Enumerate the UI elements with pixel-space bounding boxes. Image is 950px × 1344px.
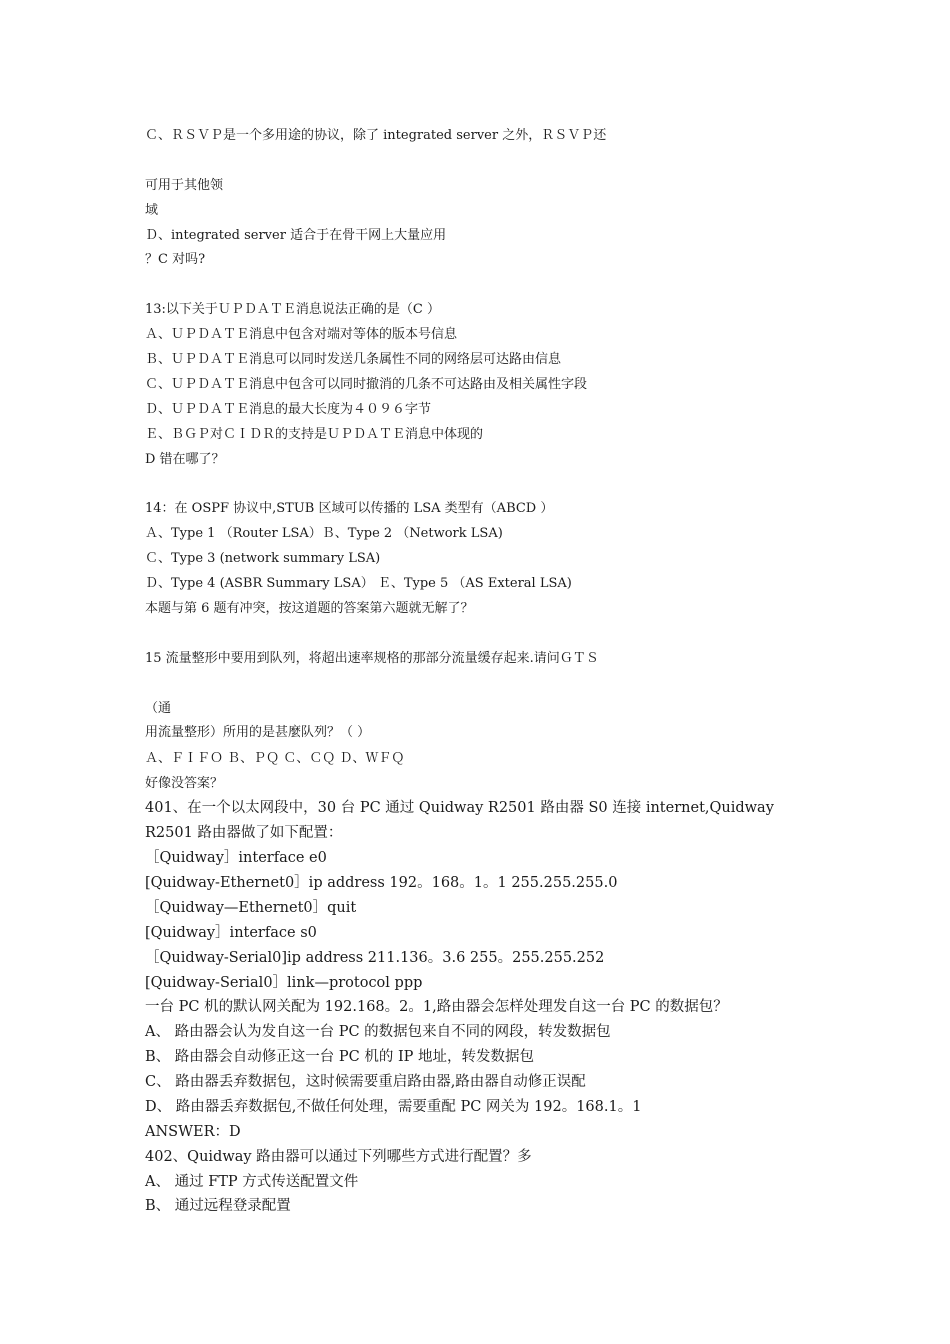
text-line: B、 通过远程登录配置 <box>145 1198 291 1214</box>
text-line: 一台 PC 机的默认网关配为 192.168。2。1,路由器会怎样处理发自这一台 PC 的数据包？ <box>145 999 728 1015</box>
config-line: ［Quidway—Ethernet0］quit <box>145 900 357 916</box>
config-line: [Quidway-Serial0］link—protocol ppp <box>145 975 423 991</box>
config-line: ［Quidway］interface e0 <box>145 850 327 866</box>
text-line: D、 路由器丢弃数据包,不做任何处理，需要重配 PC 网关为 192。168.1。1 <box>145 1099 642 1115</box>
question-14-title: 14：在 OSPF 协议中,STUB 区域可以传播的 LSA 类型有（ABCD ） <box>145 501 554 516</box>
text-line: Ｂ、ＵＰＤＡＴＥ消息可以同时发送几条属性不同的网络层可达路由信息 <box>145 352 562 367</box>
text-line: C、 路由器丢弃数据包，这时候需要重启路由器,路由器自动修正误配 <box>145 1074 586 1090</box>
text-line: Ｄ、Type 4 (ASBR Summary LSA） Ｅ、Type 5 （AS Exteral LSA) <box>145 576 572 591</box>
answer-line: ANSWER：D <box>145 1124 241 1140</box>
text-line: Ｄ、ＵＰＤＡＴＥ消息的最大长度为４０９６字节 <box>145 402 432 417</box>
text-line: B、 路由器会自动修正这一台 PC 机的 IP 地址，转发数据包 <box>145 1049 535 1065</box>
text-line: 用流量整形）所用的是甚麼队列？（ ） <box>145 725 371 740</box>
text-line: 好像没答案？ <box>145 776 224 791</box>
text-line: （通 <box>145 701 172 716</box>
text-line: Ｃ、ＲＳＶＰ是一个多用途的协议，除了 integrated server 之外，ＲＳＶＰ还 <box>145 128 607 143</box>
text-line: Ｃ、ＵＰＤＡＴＥ消息中包含可以同时撤消的几条不可达路由及相关属性字段 <box>145 377 588 392</box>
config-line: [Quidway-Ethernet0］ip address 192。168。1。1 255.255.255.0 <box>145 875 618 891</box>
text-line: Ｅ、ＢＧＰ对ＣＩＤＲ的支持是ＵＰＤＡＴＥ消息中体现的 <box>145 427 484 442</box>
text-line: 域 <box>145 203 159 218</box>
text-line: 可用于其他领 <box>145 178 224 193</box>
text-line: D 错在哪了？ <box>145 452 225 467</box>
text-line: ？C 对吗? <box>145 252 206 267</box>
text-line: Ａ、ＦＩＦＯ Ｂ、ＰＱ Ｃ、ＣＱ Ｄ、ＷＦＱ <box>145 751 405 766</box>
question-13-title: 13:以下关于ＵＰＤＡＴＥ消息说法正确的是（C ） <box>145 302 441 317</box>
text-line: A、 通过 FTP 方式传送配置文件 <box>145 1174 359 1190</box>
text-line: R2501 路由器做了如下配置： <box>145 825 343 841</box>
text-line: Ｃ、Type 3 (network summary LSA) <box>145 551 381 566</box>
question-401-title: 401、在一个以太网段中，30 台 PC 通过 Quidway R2501 路由器 S0 连接 internet,Quidway <box>145 800 774 816</box>
text-line: 本题与第 6 题有冲突，按这道题的答案第六题就无解了？ <box>145 601 474 616</box>
text-line: Ａ、ＵＰＤＡＴＥ消息中包含对端对等体的版本号信息 <box>145 327 458 342</box>
text-line: Ｄ、integrated server 适合于在骨干网上大量应用 <box>145 228 447 243</box>
question-402-title: 402、Quidway 路由器可以通过下列哪些方式进行配置？多 <box>145 1149 532 1165</box>
text-line: A、 路由器会认为发自这一台 PC 的数据包来自不同的网段，转发数据包 <box>145 1024 611 1040</box>
question-15-title: 15 流量整形中要用到队列，将超出速率规格的那部分流量缓存起来.请问ＧＴＳ <box>145 651 599 666</box>
text-line: Ａ、Type 1 （Router LSA）Ｂ、Type 2 （Network LSA) <box>145 526 503 541</box>
config-line: [Quidway］interface s0 <box>145 925 317 941</box>
config-line: ［Quidway-Serial0]ip address 211.136。3.6 255。255.255.252 <box>145 950 605 966</box>
